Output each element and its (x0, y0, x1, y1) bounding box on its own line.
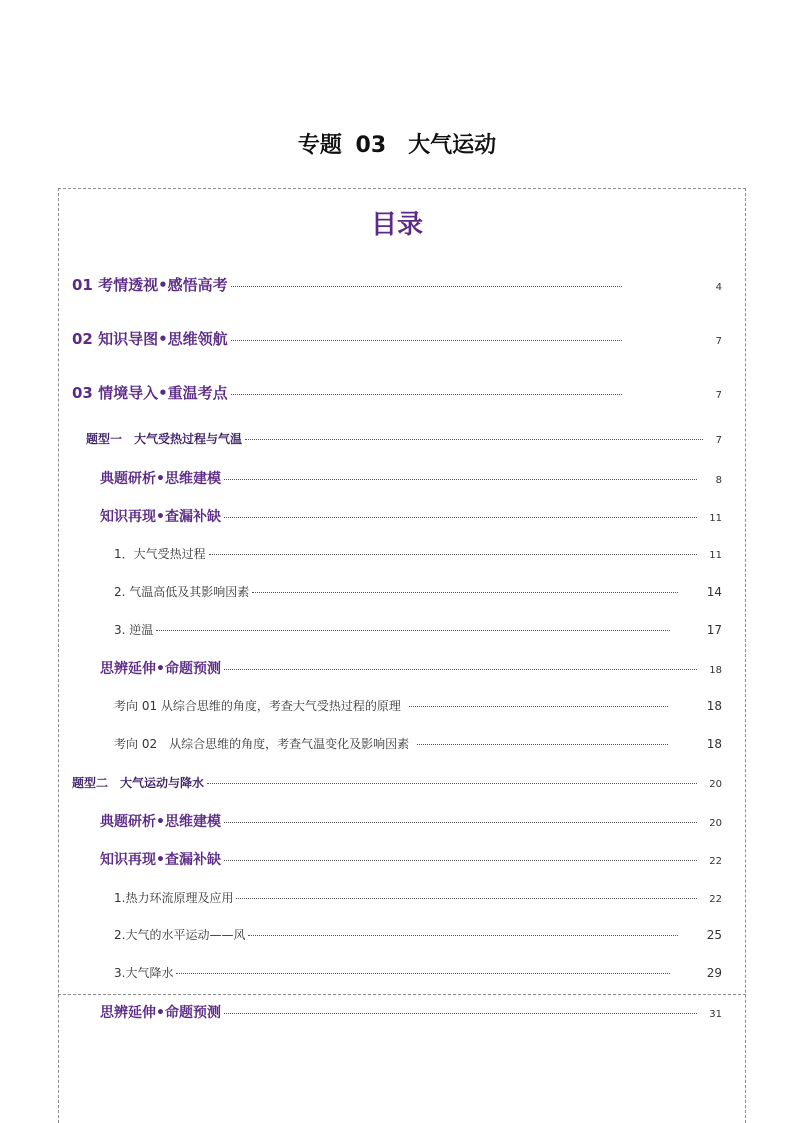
toc-entry-label: 知识再现•查漏补缺 (100, 509, 221, 525)
toc-entry-label: 知识再现•查漏补缺 (100, 852, 221, 868)
toc-entry-page: 4 (715, 282, 722, 293)
toc-entry-page: 7 (715, 390, 722, 401)
toc-entry-page: 18 (706, 737, 722, 751)
toc-leader-dots (231, 340, 622, 341)
toc-leader-dots (207, 783, 697, 784)
toc-entry-precipitation[interactable] (114, 964, 722, 981)
toc-entry-heating-process[interactable] (114, 545, 722, 562)
toc-entry-knowledge-review[interactable] (100, 506, 722, 526)
toc-entry-direction-01[interactable] (114, 697, 722, 714)
toc-entry-wind[interactable] (114, 926, 722, 943)
toc-leader-dots (224, 1013, 697, 1014)
toc-entry-label: 03 情境导入•重温考点 (72, 384, 228, 402)
toc-entry-typical-analysis-2[interactable] (100, 811, 722, 831)
toc-entry-label: 典题研析•思维建模 (100, 814, 221, 830)
toc-entry-page: 20 (709, 818, 722, 829)
toc-entry-label: 题型二 大气运动与降水 (72, 776, 205, 790)
toc-entry-page: 18 (709, 665, 722, 676)
toc-entry-page: 7 (715, 435, 722, 446)
toc-entry-page: 11 (709, 550, 722, 561)
toc-entry-page: 18 (706, 699, 722, 713)
toc-leader-dots (231, 286, 622, 287)
toc-entry-thermal-circulation[interactable] (114, 889, 722, 906)
toc-entry-page: 25 (706, 928, 722, 942)
toc-leader-dots (236, 898, 697, 899)
toc-leader-dots (224, 822, 697, 823)
toc-leader-dots (224, 479, 697, 480)
toc-entry-page: 11 (709, 513, 722, 524)
toc-entry-label: 3. 逆温 (114, 623, 154, 637)
toc-leader-dots (252, 592, 678, 593)
toc-entry-label: 2. 气温高低及其影响因素 (114, 585, 250, 599)
toc-entry-page: 22 (709, 856, 722, 867)
toc-leader-dots (417, 744, 668, 745)
toc-entry-label: 1.热力环流原理及应用 (114, 891, 234, 905)
toc-entry-inversion[interactable] (114, 621, 722, 638)
toc-leader-dots (209, 554, 697, 555)
toc-entry-page: 20 (709, 779, 722, 790)
toc-leader-dots (176, 973, 670, 974)
toc-entry-type-one[interactable] (86, 430, 722, 447)
toc-entry-scenario-intro[interactable] (72, 382, 722, 403)
toc-entry-page: 29 (706, 966, 722, 980)
toc-entry-page: 22 (709, 894, 722, 905)
toc-heading: 目录 (370, 210, 423, 240)
toc-entry-label: 思辨延伸•命题预测 (100, 1005, 221, 1021)
toc-leader-dots (224, 860, 697, 861)
toc-entry-direction-02[interactable] (114, 735, 722, 752)
toc-leader-dots (409, 706, 668, 707)
toc-entry-knowledge-review-2[interactable] (100, 849, 722, 869)
toc-entry-label: 题型一 大气受热过程与气温 (86, 432, 243, 446)
toc-entry-label: 1．大气受热过程 (114, 547, 206, 561)
toc-entry-page: 8 (715, 475, 722, 486)
toc-leader-dots (231, 394, 622, 395)
toc-entry-page: 7 (715, 336, 722, 347)
toc-entry-label: 02 知识导图•思维领航 (72, 330, 228, 348)
toc-entry-typical-analysis[interactable] (100, 468, 722, 488)
toc-entry-page: 31 (709, 1009, 722, 1020)
toc-entry-page: 17 (706, 623, 722, 637)
toc-entry-label: 考向 02 从综合思维的角度，考查气温变化及影响因素 (114, 737, 410, 751)
toc-leader-dots (245, 439, 703, 440)
toc-entry-temperature-factors[interactable] (114, 583, 722, 600)
page-title: 专题 03 大气运动 (297, 133, 497, 158)
toc-leader-dots (224, 669, 697, 670)
toc-leader-dots (224, 517, 697, 518)
toc-entry-label: 2.大气的水平运动——风 (114, 928, 246, 942)
toc-entry-page: 14 (706, 585, 722, 599)
toc-entry-label: 考向 01 从综合思维的角度，考查大气受热过程的原理 (114, 699, 401, 713)
toc-entry-label: 01 考情透视•感悟高考 (72, 276, 228, 294)
toc-entry-extension-forecast-2[interactable] (100, 1002, 722, 1022)
page-break-divider (58, 994, 746, 995)
toc-entry-exam-insight[interactable] (72, 274, 722, 295)
toc-entry-type-two[interactable] (72, 774, 722, 791)
toc-entry-label: 3.大气降水 (114, 966, 174, 980)
toc-entry-knowledge-map[interactable] (72, 328, 722, 349)
toc-leader-dots (156, 630, 670, 631)
toc-entry-label: 典题研析•思维建模 (100, 471, 221, 487)
toc-leader-dots (248, 935, 678, 936)
toc-entry-extension-forecast[interactable] (100, 658, 722, 678)
toc-entry-label: 思辨延伸•命题预测 (100, 661, 221, 677)
